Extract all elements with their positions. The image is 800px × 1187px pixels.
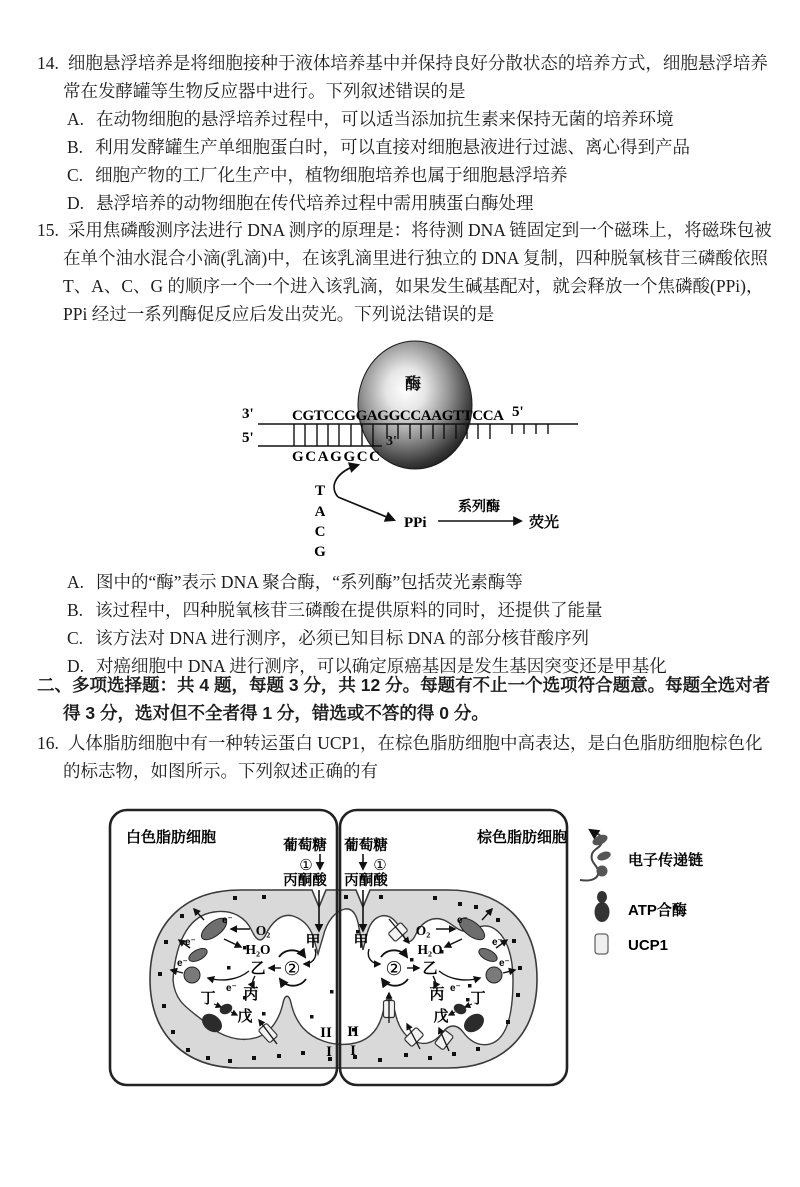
electron-transport-chain-icon <box>580 830 612 881</box>
etc-legend-label: 电子传递链 <box>628 852 704 869</box>
brown-cell-label: 棕色脂肪细胞 <box>477 829 568 846</box>
glucose-label: 葡萄糖 <box>344 838 388 854</box>
ucp1-legend-label: UCP1 <box>628 937 669 954</box>
pyruvate-label: 丙酮酸 <box>344 873 388 889</box>
pyrosequencing-figure <box>0 335 800 570</box>
option-text: 图中的“酶”表示 DNA 聚合酶，“系列酶”包括荧光素酶等 <box>96 572 523 592</box>
option-label: C. <box>67 165 84 185</box>
section-number: 二、 <box>37 675 72 695</box>
option-a <box>67 568 773 596</box>
membrane-i-label: I <box>350 1043 356 1059</box>
option-b <box>67 133 773 161</box>
bottom-strand-5prime: 5' <box>242 430 254 446</box>
membrane-ii-label: II <box>347 1024 359 1040</box>
ucp1-icon <box>595 934 608 954</box>
series-enzyme-label: 系列酶 <box>458 498 500 514</box>
option-label: D. <box>67 193 85 213</box>
stem-text: 采用焦磷酸测序法进行 DNA 测序的原理是：将待测 DNA 链固定到一个磁珠上，将磁珠包被在单个油水混合小滴(乳滴)中，在该乳滴里进行独立的 DNA 复制，四种脱氧核苷三磷酸依照 T、A、C、G 的顺序一个一个进入该乳滴，如果发生碱基配对，就会释放一个焦磷酸(PPi)，PPi 经过一系列酶促反应后发出荧光。下列说法错误的是 <box>63 220 772 324</box>
yi-label: 乙 <box>422 960 438 977</box>
option-label: A. <box>67 109 85 129</box>
enzyme-label: 酶 <box>404 376 422 393</box>
glucose-label: 葡萄糖 <box>283 838 327 854</box>
option-text: 细胞产物的工厂化生产中，植物细胞培养也属于细胞悬浮培养 <box>95 165 568 185</box>
top-strand-3prime: 3' <box>242 406 254 422</box>
ppi-label: PPi <box>404 515 427 531</box>
step1-label: ① <box>373 857 387 874</box>
option-text: 利用发酵罐生产单细胞蛋白时，可以直接对细胞悬液进行过滤、离心得到产品 <box>95 137 691 157</box>
question-number: 14. <box>37 53 59 73</box>
option-label: B. <box>67 600 84 620</box>
h2o-label: H₂O <box>245 942 271 957</box>
option-text: 该过程中，四种脱氧核苷三磷酸在提供原料的同时，还提供了能量 <box>95 600 603 620</box>
question-15-options <box>37 568 773 680</box>
bing-label: 丙 <box>243 986 259 1003</box>
pyruvate-label: 丙酮酸 <box>283 873 327 889</box>
option-label: A. <box>67 572 85 592</box>
step2-label: ② <box>283 959 301 980</box>
option-label: B. <box>67 137 84 157</box>
option-label: C. <box>67 628 84 648</box>
bing-label: 丙 <box>429 986 445 1003</box>
option-c <box>67 161 773 189</box>
electron-label: e⁻ <box>226 983 237 994</box>
nucleotide-c: C <box>314 524 326 540</box>
arrow-to-enzyme <box>334 465 358 497</box>
bottom-strand-3prime: 3' <box>386 434 397 449</box>
fluorescence-label: 荧光 <box>529 514 560 531</box>
nucleotide-g: G <box>314 544 326 560</box>
option-c <box>67 624 773 652</box>
question-number: 16. <box>37 733 59 753</box>
h2o-label: H₂O <box>417 942 443 957</box>
electron-label: e⁻ <box>457 915 468 926</box>
electron-label: e⁻ <box>185 937 196 948</box>
question-15-stem <box>37 216 773 328</box>
section-2-text <box>37 671 773 727</box>
option-d <box>67 189 773 217</box>
stem-text: 细胞悬浮培养是将细胞接种于液体培养基中并保持良好分散状态的培养方式，细胞悬浮培养常在发酵罐等生物反应器中进行。下列叙述错误的是 <box>63 53 768 101</box>
atp-synthase-icon <box>595 891 610 922</box>
nucleotide-t: T <box>314 483 326 499</box>
nucleotide-a: A <box>314 504 326 520</box>
legend <box>580 830 703 954</box>
question-16 <box>37 729 773 785</box>
step2-label: ② <box>385 959 403 980</box>
electron-label: e⁻ <box>450 983 461 994</box>
question-number: 15. <box>37 220 59 240</box>
o2-label: O₂ <box>415 923 431 938</box>
yi-label: 乙 <box>250 960 266 977</box>
option-text: 对癌细胞中 DNA 进行测序，可以确定原癌基因是发生基因突变还是甲基化 <box>96 656 667 676</box>
ding-label: 丁 <box>200 990 216 1007</box>
arrow-to-ppi <box>338 497 394 520</box>
atp-synthase-legend-label: ATP合酶 <box>628 902 687 919</box>
ding-label: 丁 <box>470 990 486 1007</box>
membrane-ii-label: II <box>320 1025 332 1041</box>
electron-label: e⁻ <box>177 958 188 969</box>
question-16-stem <box>37 729 773 785</box>
option-text: 在动物细胞的悬浮培养过程中，可以适当添加抗生素来保持无菌的培养环境 <box>96 109 674 129</box>
wu-label: 戊 <box>237 1008 253 1025</box>
top-strand-sequence: CGTCCGGAGGCCAAGTTCCA <box>292 408 504 424</box>
fat-cell-figure <box>0 790 800 1100</box>
incoming-nucleotides <box>314 483 326 560</box>
option-label: D. <box>67 656 85 676</box>
white-cell-label: 白色脂肪细胞 <box>126 829 217 846</box>
jia-label: 甲 <box>305 933 321 950</box>
stem-text: 人体脂肪细胞中有一种转运蛋白 UCP1，在棕色脂肪细胞中高表达，是白色脂肪细胞棕色化的标志物，如图所示。下列叙述正确的有 <box>63 733 763 781</box>
option-text: 悬浮培养的动物细胞在传代培养过程中需用胰蛋白酶处理 <box>96 193 534 213</box>
question-15 <box>37 216 773 328</box>
o2-label: O₂ <box>255 923 271 938</box>
electron-label: e⁻ <box>222 915 233 926</box>
option-b <box>67 596 773 624</box>
jia-label: 甲 <box>353 933 369 950</box>
top-strand-5prime: 5' <box>512 404 524 420</box>
option-a <box>67 105 773 133</box>
question-14-stem <box>37 49 773 105</box>
electron-label: e⁻ <box>499 958 510 969</box>
section-text: 多项选择题：共 4 题，每题 3 分，共 12 分。每题有不止一个选项符合题意。每题全选对者得 3 分，选对但不全者得 1 分，错选或不答的得 0 分。 <box>63 675 771 723</box>
electron-label: e⁻ <box>492 937 503 948</box>
step1-label: ① <box>299 857 313 874</box>
membrane-i-label: I <box>326 1044 332 1060</box>
option-text: 该方法对 DNA 进行测序，必须已知目标 DNA 的部分核苷酸序列 <box>95 628 589 648</box>
question-14 <box>37 49 773 217</box>
wu-label: 戊 <box>433 1008 449 1025</box>
bottom-strand-sequence: GCAGGCC <box>292 449 380 465</box>
section-2-header <box>37 671 773 727</box>
